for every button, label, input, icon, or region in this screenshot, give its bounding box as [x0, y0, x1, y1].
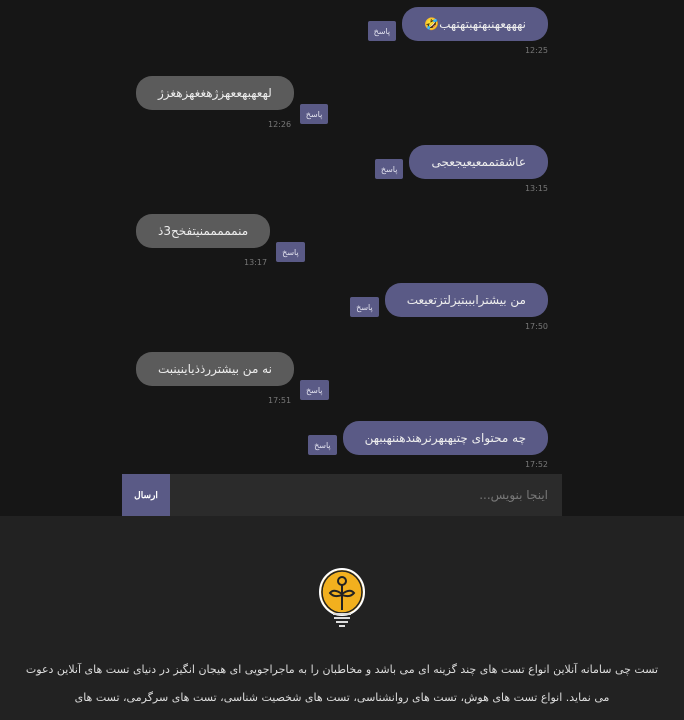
- message-time: 12:26: [268, 120, 292, 129]
- message-input[interactable]: [170, 474, 562, 516]
- sent-message: [122, 145, 562, 205]
- chat-messages: [122, 0, 562, 474]
- received-message: [122, 76, 562, 136]
- reply-button[interactable]: پاسخ: [375, 159, 404, 179]
- sent-message: [122, 421, 562, 481]
- reply-button[interactable]: پاسخ: [308, 435, 337, 455]
- composer: [122, 474, 562, 516]
- message-bubble: نهههعهنبهتهبتهتهب🤣: [402, 7, 548, 41]
- message-time: 17:51: [268, 396, 292, 405]
- reply-button[interactable]: پاسخ: [276, 242, 305, 262]
- message-time: 12:25: [524, 46, 548, 55]
- message-time: 13:15: [524, 184, 548, 193]
- footer: [0, 516, 684, 720]
- sent-message: [122, 283, 562, 343]
- send-button[interactable]: ارسال: [122, 474, 170, 516]
- message-bubble: من بیشترابببتیزلتزتعیعت: [385, 283, 548, 317]
- message-bubble: لهعهبهععهزژهغغهزهغزژ: [136, 76, 294, 110]
- message-time: 17:52: [524, 460, 548, 469]
- message-time: 13:17: [244, 258, 268, 267]
- sent-message: [122, 7, 562, 67]
- message-bubble: عاشقتممعیعیجعجی: [409, 145, 548, 179]
- received-message: [122, 214, 562, 274]
- lightbulb-logo-icon: [318, 568, 366, 630]
- message-bubble: منمممممنیتفخح3ذ: [136, 214, 270, 248]
- message-bubble: نه من بیشتررذذیاینینبت: [136, 352, 294, 386]
- reply-button[interactable]: پاسخ: [300, 380, 329, 400]
- reply-button[interactable]: پاسخ: [300, 104, 329, 124]
- message-time: 17:50: [524, 322, 548, 331]
- reply-button[interactable]: پاسخ: [368, 21, 397, 41]
- site-description: تست چی سامانه آنلاین انواع تست های چند گزینه ای می باشد و مخاطبان را به ماجراجویی ای هیجان انگیز در دنیای تست های آنلاین دعوت می نماید. انواع تست های هوش، تست های روانشناسی، تست های شخصیت شناسی، تست های سرگرمی، تست های: [25, 663, 659, 704]
- received-message: [122, 352, 562, 412]
- reply-button[interactable]: پاسخ: [350, 297, 379, 317]
- message-bubble: چه محتوای چتیهبهرنرهندهننهببهن: [343, 421, 548, 455]
